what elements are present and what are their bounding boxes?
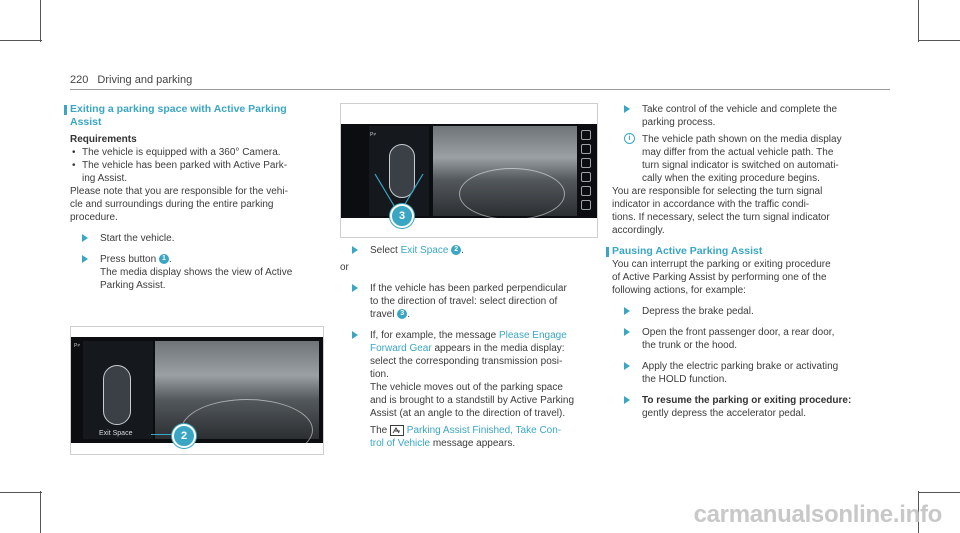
callout-3: 3 (390, 204, 414, 228)
section-title: Driving and parking (97, 74, 193, 86)
step-item: Open the front passenger door, a rear door, the trunk or the hood. (612, 326, 894, 352)
heading-marker (64, 105, 67, 115)
media-display-screenshot (341, 124, 597, 218)
step-arrow-icon (624, 396, 630, 404)
callout-badge: 2 (451, 245, 461, 255)
callout-badge: 3 (397, 309, 407, 319)
crop-mark (918, 492, 960, 493)
display-message: Please Engage (498, 330, 567, 341)
message-paragraph: The Parking Assist Finished, Take Con- trol of Vehicle message appears. (370, 425, 562, 449)
column-3 (612, 103, 894, 420)
responsibility-paragraph: You are responsible for selecting the turn signal indicator in accordance with the traffic condi- tions. If necessary, select the turn signal indicator accordingly. (612, 186, 830, 236)
heading-line: Exiting a parking space with Active Parking (70, 103, 287, 115)
crop-mark (40, 491, 41, 533)
step-arrow-icon (624, 328, 630, 336)
step-arrow-icon (624, 307, 630, 315)
step-item: If the vehicle has been parked perpendicular to the direction of travel: select direction of travel 3 . (340, 282, 602, 321)
step-item: Select Exit Space 2 . (340, 244, 602, 257)
requirement-item: • The vehicle has been parked with Active Park- ing Assist. (70, 159, 328, 185)
display-message: Forward Gear (370, 343, 432, 354)
step-arrow-icon (624, 362, 630, 370)
step-arrow-icon (352, 331, 358, 339)
step-item: If, for example, the message Please Engage Forward Gear appears in the media display: select the corresponding transmission posi- tion. The vehicle moves out of the parking space and is brought to a standstill by Active Parking Assist (at an angle to the direction of travel). (340, 329, 602, 420)
step-arrow-icon (624, 105, 630, 113)
exit-space-button[interactable]: Exit Space (99, 430, 133, 437)
step-arrow-icon (352, 284, 358, 292)
crop-mark (918, 40, 960, 41)
crop-mark (918, 0, 919, 42)
parking-assist-icon (390, 425, 404, 436)
info-icon: i (624, 133, 635, 144)
parking-label: P≠ (370, 132, 377, 138)
watermark: carmanualsonline.info (693, 501, 942, 528)
step-item: Apply the electric parking brake or activating the HOLD function. (612, 360, 894, 386)
or-label: or (340, 262, 349, 273)
display-message: Parking Assist Finished, Take Con- (406, 425, 562, 436)
heading-marker (606, 247, 609, 257)
crop-mark (0, 492, 42, 493)
requirement-item: • The vehicle is equipped with a 360° Camera. (70, 146, 328, 159)
step-item: To resume the parking or exiting procedure: gently depress the accelerator pedal. (612, 394, 894, 420)
exit-space-link: Exit Space (400, 245, 449, 256)
step-item: Press button 1 . The media display shows the view of Active Parking Assist. (70, 253, 328, 292)
step-arrow-icon (352, 246, 358, 254)
section-heading: Pausing Active Parking Assist (612, 245, 894, 258)
column-1 (70, 103, 328, 292)
callout-lines (341, 124, 597, 218)
crop-mark (40, 0, 41, 42)
step-item: Depress the brake pedal. (612, 305, 894, 318)
vehicle-icon (103, 365, 131, 425)
crop-mark (0, 40, 42, 41)
callout-badge: 1 (159, 254, 169, 264)
info-note: i The vehicle path shown on the media display may differ from the actual vehicle path. The turn signal indicator is switched on automati- cally when the exiting procedure begins. (612, 133, 894, 185)
step-arrow-icon (82, 234, 88, 242)
pause-paragraph: You can interrupt the parking or exiting procedure of Active Parking Assist by performing one of the following actions, for example: (612, 259, 831, 296)
parking-label: P≠ (74, 343, 81, 349)
media-display-screenshot (71, 337, 323, 443)
heading-line: Assist (70, 116, 102, 128)
step-arrow-icon (82, 255, 88, 263)
section-heading (70, 103, 328, 129)
display-message: trol of Vehicle (370, 438, 431, 449)
header-rule (70, 89, 890, 90)
callout-2: 2 (172, 424, 196, 448)
requirements-title: Requirements (70, 134, 137, 145)
page-number: 220 (70, 74, 89, 86)
step-item: Start the vehicle. (70, 232, 328, 245)
step-item: Take control of the vehicle and complete the parking process. (612, 103, 894, 129)
figure-direction-select (340, 103, 598, 238)
note-paragraph: Please note that you are responsible for the vehi- cle and surroundings during the entire parking procedure. (70, 186, 288, 223)
page-header (70, 74, 192, 86)
column-2 (340, 244, 602, 450)
figure-exit-space (70, 326, 324, 455)
